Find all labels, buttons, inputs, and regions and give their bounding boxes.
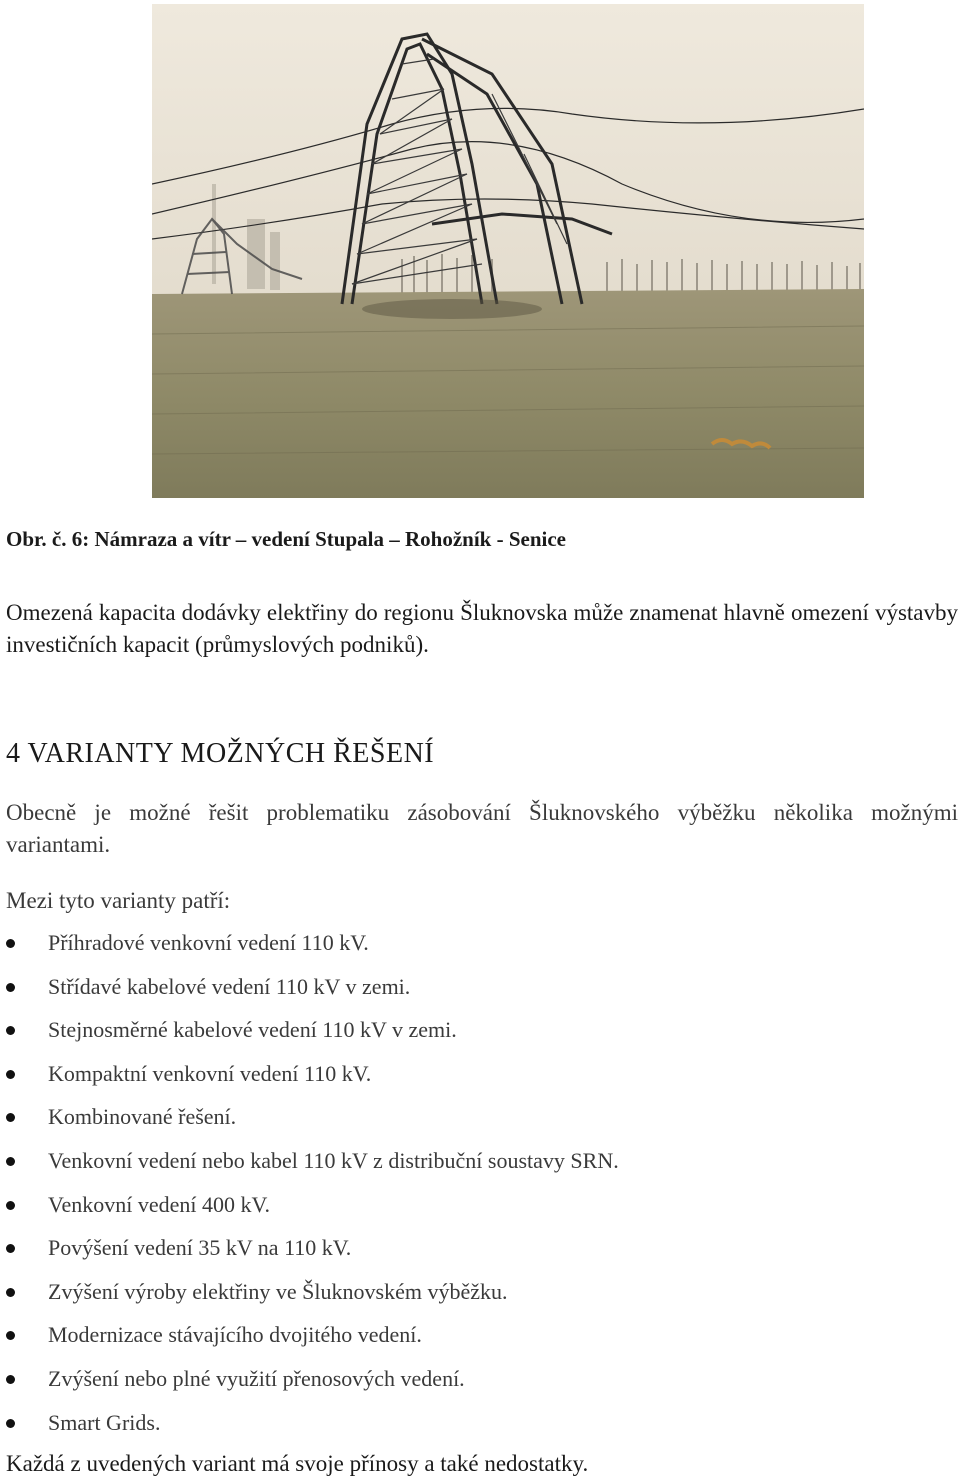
list-item-text: Smart Grids.	[48, 1409, 161, 1435]
collapsed-towers-photo	[152, 4, 864, 498]
list-item	[0, 1277, 960, 1321]
list-item	[0, 1320, 960, 1364]
list-item-text: Modernizace stávajícího dvojitého vedení.	[48, 1322, 422, 1348]
bullet-icon	[6, 1244, 15, 1253]
list-item-text: Příhradové venkovní vedení 110 kV.	[48, 930, 369, 955]
bullet-icon	[6, 1070, 15, 1079]
bullet-icon	[6, 1288, 15, 1297]
bullet-icon	[6, 1331, 15, 1340]
section-paragraph: Obecně je možné řešit problematiku zásobování Šluknovského výběžku několika možnými variantami.	[6, 800, 958, 857]
list-item-text: Zvýšení výroby elektřiny ve Šluknovském výběžku.	[48, 1278, 508, 1304]
photo-illustration	[152, 4, 864, 498]
variants-list	[0, 928, 960, 1451]
bullet-icon	[6, 1375, 15, 1384]
list-item	[0, 928, 960, 972]
list-intro: Mezi tyto varianty patří:	[6, 888, 231, 913]
bullet-icon	[6, 1026, 15, 1035]
closing-sentence: Každá z uvedených variant má svoje přínosy a také nedostatky.	[6, 1451, 589, 1476]
figure-caption: Obr. č. 6: Námraza a vítr – vedení Stupala – Rohožník - Senice	[6, 527, 566, 551]
list-item	[0, 1190, 960, 1234]
list-item-text: Stejnosměrné kabelové vedení 110 kV v zemi.	[48, 1017, 457, 1043]
list-item	[0, 1102, 960, 1146]
list-item-text: Venkovní vedení 400 kV.	[48, 1191, 271, 1217]
list-item	[0, 1146, 960, 1190]
list-item-text: Venkovní vedení nebo kabel 110 kV z distribuční soustavy SRN.	[48, 1147, 619, 1173]
intro-paragraph: Omezená kapacita dodávky elektřiny do regionu Šluknovska může znamenat hlavně omezení výstavby investičních kapacit (průmyslových podniků).	[6, 600, 958, 657]
list-item-text: Zvýšení nebo plné využití přenosových vedení.	[48, 1365, 465, 1391]
list-item-text: Povýšení vedení 35 kV na 110 kV.	[48, 1235, 352, 1261]
list-item	[0, 1408, 960, 1452]
bullet-icon	[6, 1201, 15, 1210]
list-item	[0, 1233, 960, 1277]
bullet-icon	[6, 1113, 15, 1122]
bullet-icon	[6, 1157, 15, 1166]
section-heading: 4 VARIANTY MOŽNÝCH ŘEŠENÍ	[6, 738, 435, 769]
list-item	[0, 1364, 960, 1408]
bullet-icon	[6, 939, 15, 948]
list-item-text: Kompaktní venkovní vedení 110 kV.	[48, 1060, 372, 1086]
bullet-icon	[6, 983, 15, 992]
list-item-text: Střídavé kabelové vedení 110 kV v zemi.	[48, 973, 411, 999]
list-item-text: Kombinované řešení.	[48, 1104, 237, 1130]
list-item	[0, 1015, 960, 1059]
bullet-icon	[6, 1419, 15, 1428]
list-item	[0, 1059, 960, 1103]
list-item	[0, 972, 960, 1016]
